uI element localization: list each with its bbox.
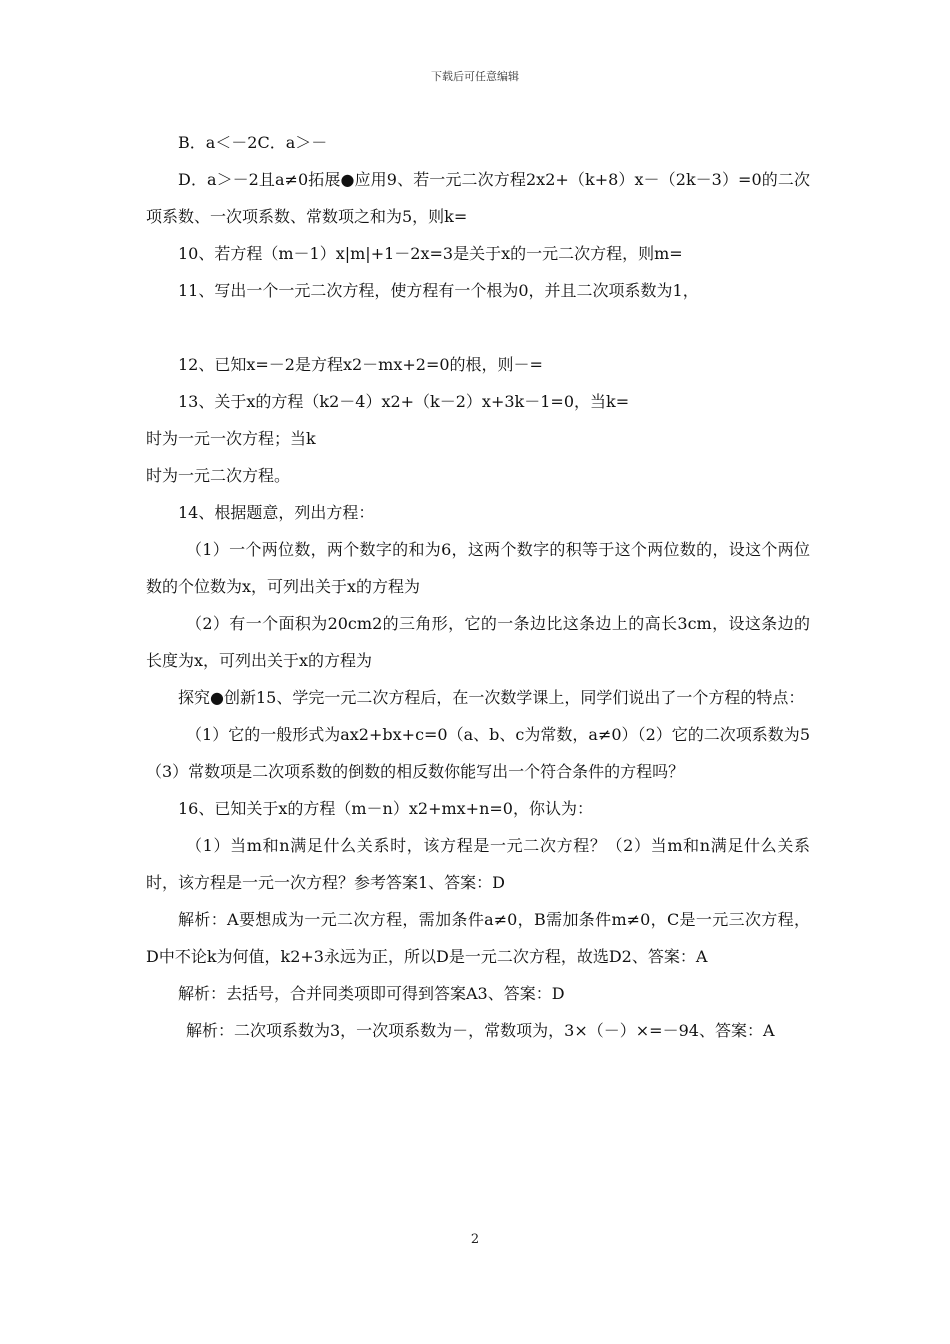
paragraph-question-15-conditions: （1）它的一般形式为ax2+bx+c=0（a、b、c为常数，a≠0）（2）它的二次项系数为5（3）常数项是二次项系数的倒数的相反数你能写出一个符合条件的方程吗？ (146, 725, 810, 781)
paragraph-question-16-parts: （1）当m和n满足什么关系时，该方程是一元二次方程？（2）当m和n满足什么关系时，该方程是一元一次方程？参考答案1、答案：D (146, 836, 810, 892)
paragraph-question-11: 11、写出一个一元二次方程，使方程有一个根为0，并且二次项系数为1， (178, 281, 699, 300)
paragraph-question-14: 14、根据题意，列出方程： (178, 503, 375, 522)
paragraph-question-13-line-3: 时为一元二次方程。 (146, 466, 291, 485)
page-header: 下载后可任意编辑 (431, 70, 519, 83)
paragraph-answer-3-analysis: 解析：二次项系数为3，一次项系数为－，常数项为，3×（－）×=－94、答案：A (186, 1021, 775, 1040)
paragraph-answer-2-analysis: 解析：去括号，合并同类项即可得到答案A3、答案：D (178, 984, 565, 1003)
paragraph-question-16: 16、已知关于x的方程（m－n）x2+mx+n=0，你认为： (178, 799, 593, 818)
page-number: 2 (470, 1232, 480, 1247)
blank-line (146, 309, 810, 346)
document-body (146, 124, 810, 1049)
paragraph-question-13-line-2: 时为一元一次方程；当k (146, 429, 316, 448)
paragraph-question-14-part-1: （1）一个两位数，两个数字的和为6，这两个数字的积等于这个两位数的，设这个两位数的个位数为x，可列出关于x的方程为 (146, 540, 810, 596)
paragraph-question-9: D．a＞－2且a≠0拓展●应用9、若一元二次方程2x2+（k+8）x－（2k－3）=0的二次项系数、一次项系数、常数项之和为5，则k= (146, 170, 810, 226)
paragraph-question-12: 12、已知x=－2是方程x2－mx+2=0的根，则－= (178, 355, 543, 374)
paragraph-answer-1-analysis: 解析：A要想成为一元二次方程，需加条件a≠0，B需加条件m≠0，C是一元三次方程，D中不论k为何值，k2+3永远为正，所以D是一元二次方程，故选D2、答案：A (146, 910, 810, 966)
paragraph-question-13: 13、关于x的方程（k2－4）x2+（k－2）x+3k－1=0，当k= (178, 392, 630, 411)
paragraph-question-15: 探究●创新15、学完一元二次方程后，在一次数学课上，同学们说出了一个方程的特点： (178, 688, 805, 707)
paragraph-options-b-c: B．a＜－2C．a＞－ (178, 133, 328, 152)
paragraph-question-10: 10、若方程（m－1）x|m|+1－2x=3是关于x的一元二次方程，则m= (178, 244, 683, 263)
paragraph-question-14-part-2: （2）有一个面积为20cm2的三角形，它的一条边比这条边上的高长3cm，设这条边的长度为x，可列出关于x的方程为 (146, 614, 810, 670)
